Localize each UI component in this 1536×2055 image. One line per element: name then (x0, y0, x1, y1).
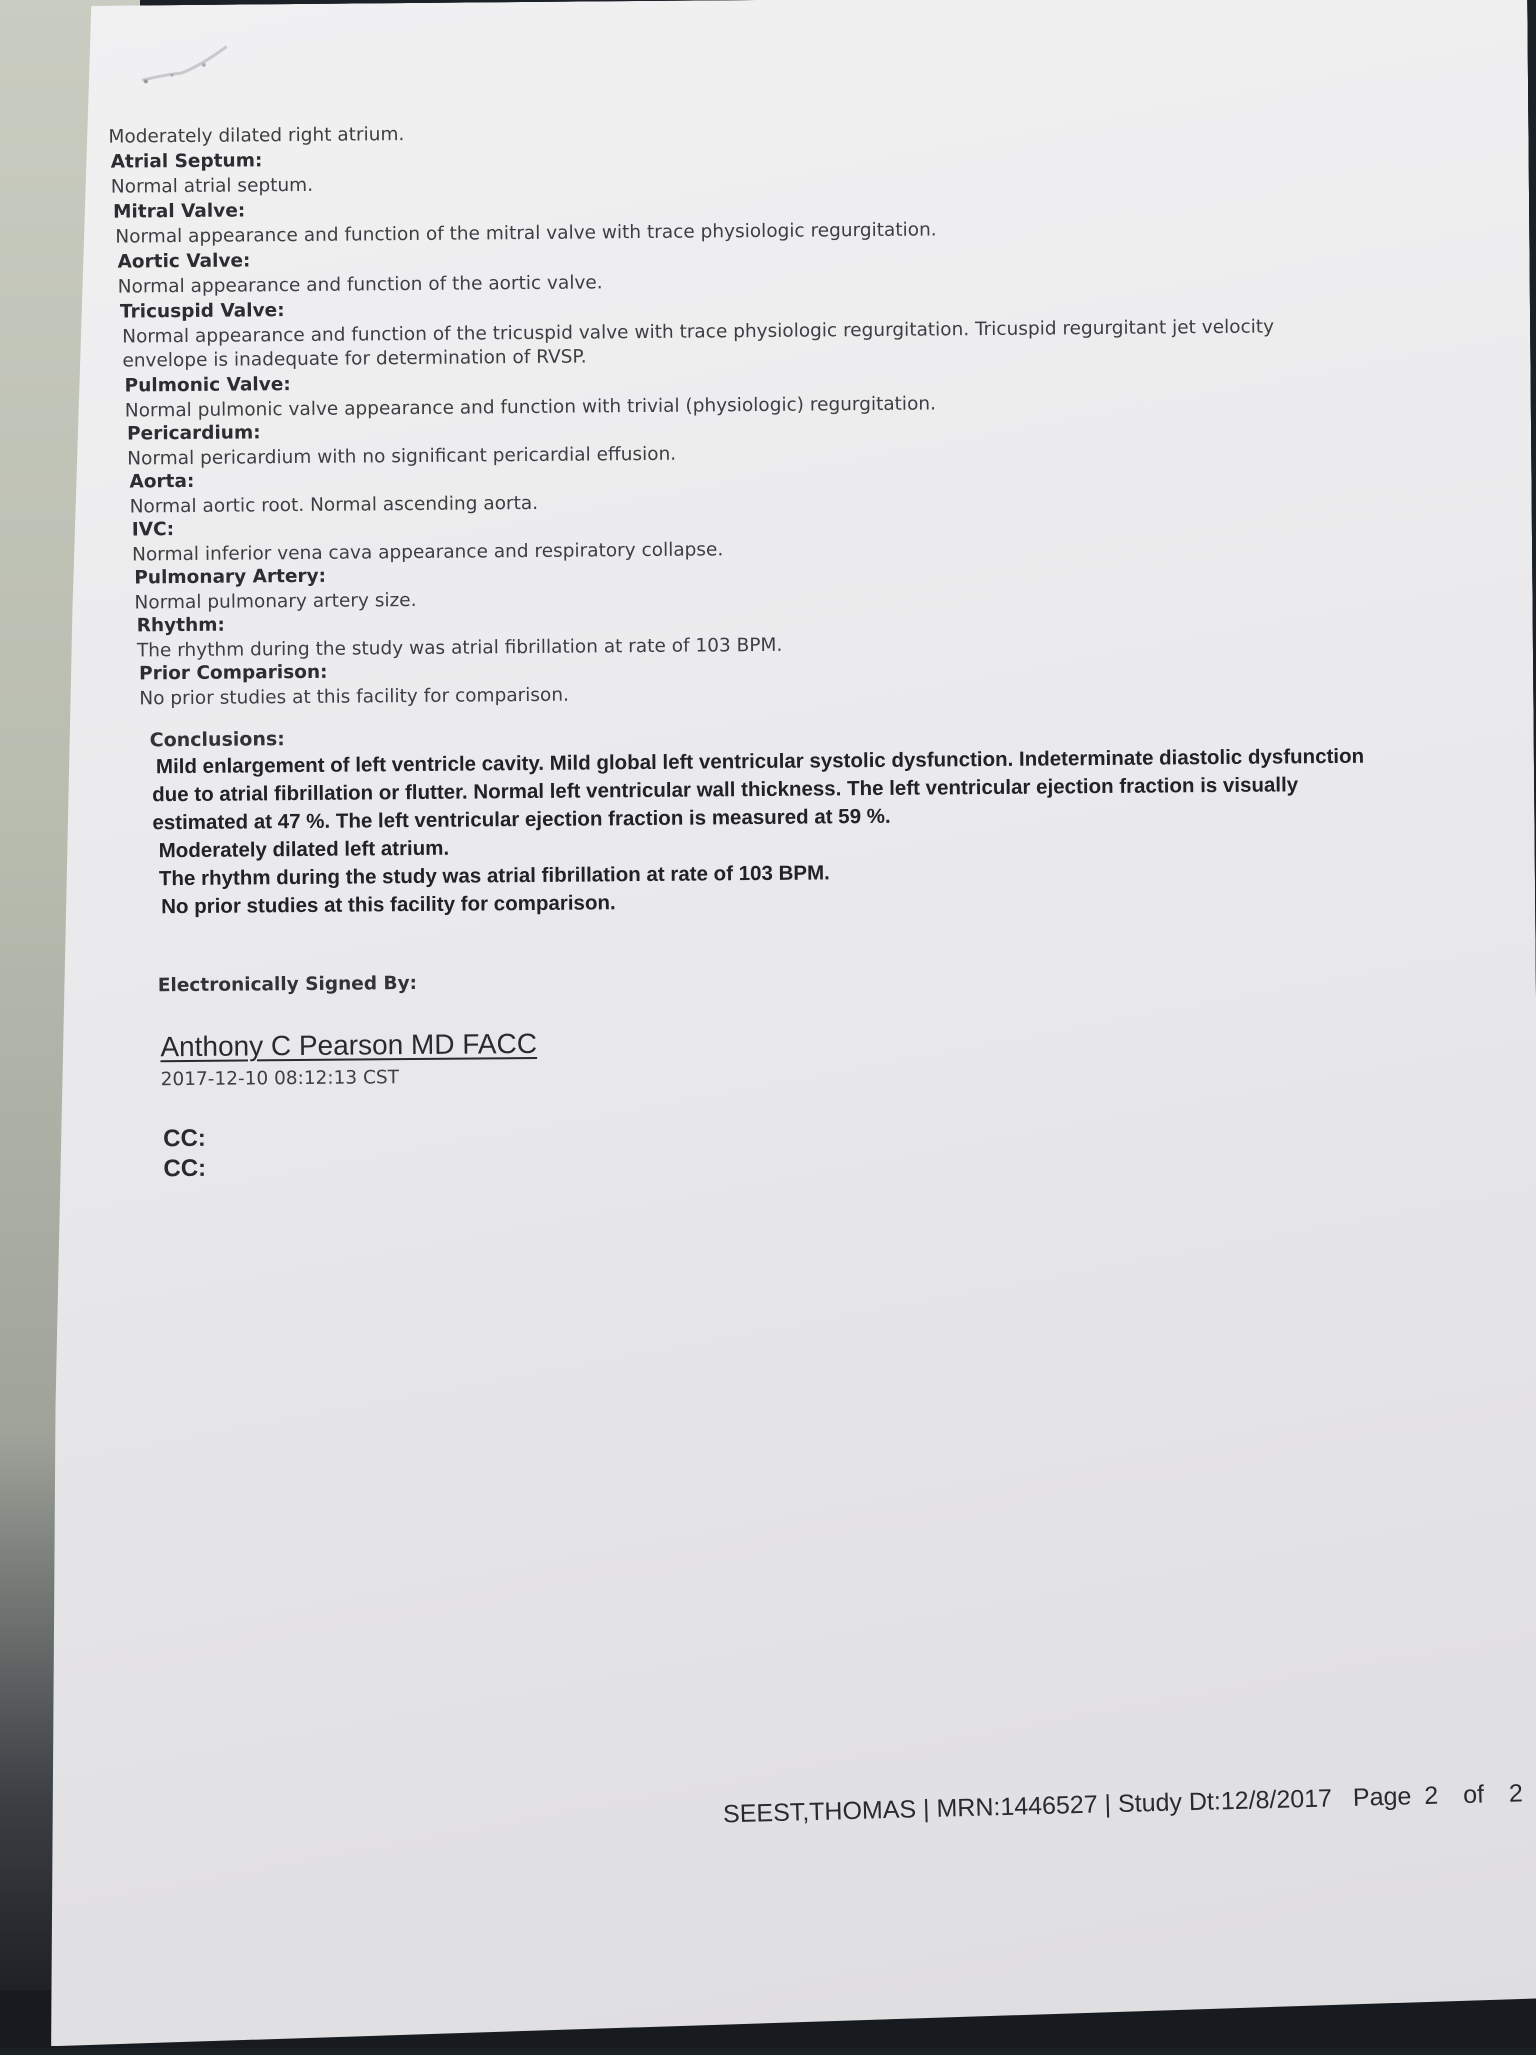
finding-label: Prior Comparison: (139, 661, 328, 685)
footer-page-number: 2 (1423, 1781, 1439, 1810)
finding-text: Normal appearance and function of the tricuspid valve with trace physiologic regurgitation. Tricuspid regurgitant jet velocity (122, 316, 1275, 348)
finding-label: Pulmonic Valve: (124, 374, 291, 397)
finding-text: The rhythm during the study was atrial fibrillation at rate of 103 BPM. (136, 634, 783, 662)
cc-line: CC: (163, 1154, 207, 1183)
conclusion-line: Mild enlargement of left ventricle cavity. Mild global left ventricular systolic dysfunction. Indeterminate diastolic dysfunction (155, 744, 1365, 779)
conclusions-section (150, 716, 1432, 921)
finding-label: Tricuspid Valve: (119, 300, 285, 323)
signed-by-label: Electronically Signed By: (157, 972, 418, 997)
finding-label: Atrial Septum: (110, 150, 263, 173)
cc-line: CC: (163, 1124, 206, 1153)
finding-label: Aortic Valve: (117, 250, 251, 273)
finding-text: Moderately dilated right atrium. (108, 124, 405, 148)
finding-text: Normal pulmonic valve appearance and function with trivial (physiologic) regurgitation. (124, 393, 937, 422)
conclusion-line: due to atrial fibrillation or flutter. Normal left ventricular wall thickness. The left ventricular ejection fraction is visually (152, 773, 1299, 807)
signer-name: Anthony C Pearson MD FACC (160, 1027, 538, 1063)
footer-page-word: Page (1352, 1782, 1412, 1812)
finding-text: Normal pulmonary artery size. (134, 589, 417, 614)
footer-of-word: of (1462, 1780, 1485, 1809)
finding-label: Pulmonary Artery: (134, 565, 327, 589)
conclusions-label: Conclusions: (149, 728, 285, 752)
finding-text: Normal inferior vena cava appearance and respiratory collapse. (132, 539, 724, 566)
conclusion-line: The rhythm during the study was atrial fibrillation at rate of 103 BPM. (158, 861, 830, 891)
conclusion-line: Moderately dilated left atrium. (158, 836, 450, 863)
finding-text-continued: envelope is inadequate for determination of RVSP. (122, 346, 587, 372)
signature-datetime: 2017-12-10 08:12:13 CST (160, 1067, 400, 1091)
finding-label: Rhythm: (136, 614, 225, 637)
finding-text: Normal pericardium with no significant pericardial effusion. (127, 443, 677, 470)
finding-text: No prior studies at this facility for comparison. (139, 684, 570, 710)
footer-patient-info: SEEST,THOMAS | MRN:1446527 | Study Dt:12/8/2017 (722, 1784, 1333, 1829)
footer-page-total: 2 (1508, 1779, 1524, 1808)
finding-text: Normal appearance and function of the aortic valve. (117, 272, 603, 298)
finding-text: Normal atrial septum. (110, 174, 314, 198)
conclusion-line: estimated at 47 %. The left ventricular ejection fraction is measured at 59 %. (152, 804, 891, 835)
finding-label: Mitral Valve: (113, 200, 246, 223)
finding-text: Normal aortic root. Normal ascending aorta. (129, 492, 539, 518)
finding-text: Normal appearance and function of the mitral valve with trace physiologic regurgitation. (115, 219, 937, 248)
conclusion-line: No prior studies at this facility for comparison. (161, 891, 616, 919)
finding-label: IVC: (131, 519, 175, 541)
smudge-mark (132, 34, 243, 95)
finding-label: Pericardium: (126, 422, 261, 445)
finding-label: Aorta: (129, 470, 195, 493)
